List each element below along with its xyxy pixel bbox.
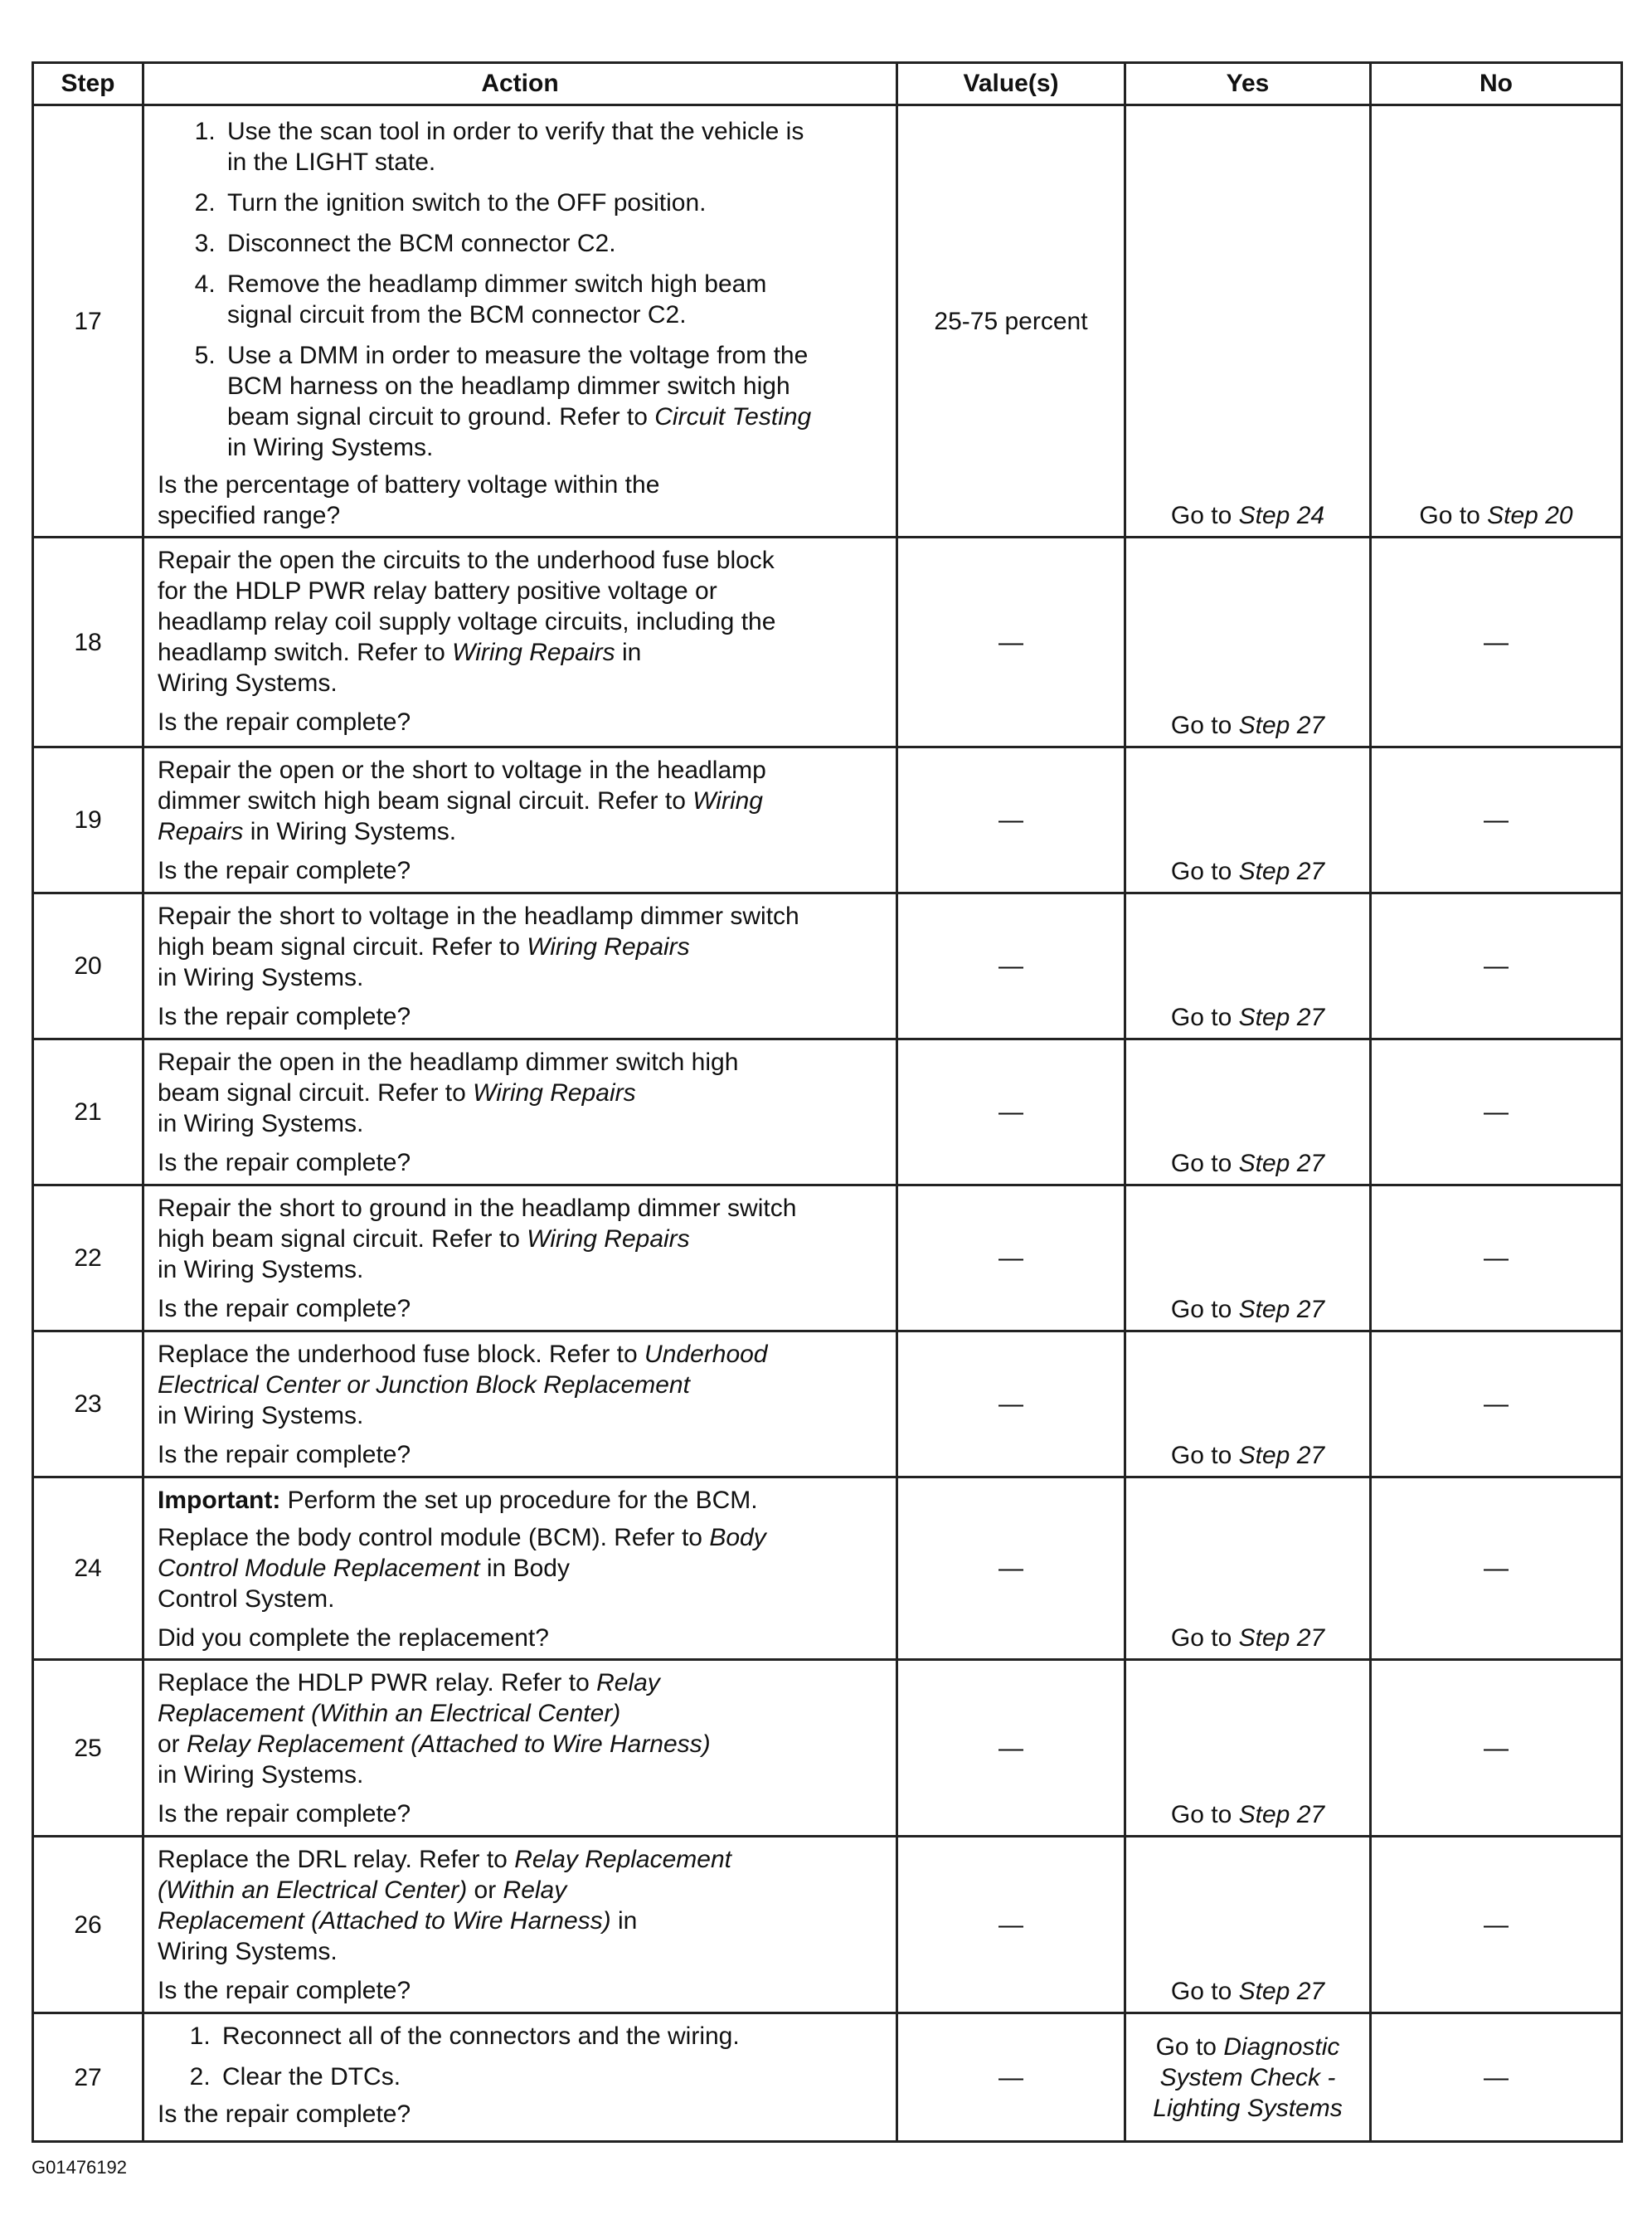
figure-id: G01476192 xyxy=(32,2157,127,2178)
value-cell: — xyxy=(897,1837,1125,2013)
list-item: 4. Remove the headlamp dimmer switch high beam signal circuit from the BCM connector C2. xyxy=(222,269,884,330)
step-number: 17 xyxy=(33,105,143,538)
header-step: Step xyxy=(33,63,143,105)
goto-step-link[interactable]: Step 27 xyxy=(1238,1296,1325,1323)
table-row-step-27 xyxy=(33,2013,1622,2142)
question-text: Is the repair complete? xyxy=(158,1441,411,1468)
action-cell: Repair the open the circuits to the underhood fuse block for the HDLP PWR relay battery positive voltage or headlamp relay coil supply voltage circuits, including the headlamp switch. Refer to Wiring Repairs in Wiring Systems. Is the repair complete? xyxy=(143,538,897,747)
yes-cell: Go to Step 27 xyxy=(1125,1039,1371,1185)
reference-link[interactable]: Relay Replacement (Attached to Wire Harness) xyxy=(187,1730,711,1758)
reference-link[interactable]: Wiring Repairs xyxy=(473,1079,636,1107)
reference-link[interactable]: Body xyxy=(709,1524,766,1551)
list-item: 2. Turn the ignition switch to the OFF position. xyxy=(222,187,884,218)
value-cell: — xyxy=(897,1477,1125,1660)
action-cell: Important: Perform the set up procedure for the BCM. Replace the body control module (BCM). Refer to Body Control Module Replacement in Body Control System. Did you complete the replacement? xyxy=(143,1477,897,1660)
goto-step-link[interactable]: Step 27 xyxy=(1238,1624,1325,1652)
diagnostic-table-document xyxy=(32,61,1620,2143)
value-cell: — xyxy=(897,1185,1125,1331)
action-cell: Replace the underhood fuse block. Refer to Underhood Electrical Center or Junction Block Replacement in Wiring Systems. Is the repair complete? xyxy=(143,1331,897,1477)
yes-cell: Go to Step 27 xyxy=(1125,1837,1371,2013)
goto-diagnostic-link[interactable]: Diagnostic xyxy=(1223,2032,1340,2061)
action-cell: Replace the DRL relay. Refer to Relay Replacement (Within an Electrical Center) or Relay Replacement (Attached to Wire Harness) in Wiring Systems. Is the repair complete? xyxy=(143,1837,897,2013)
header-no: No xyxy=(1371,63,1622,105)
reference-link[interactable]: Replacement (Within an Electrical Center) xyxy=(158,1700,621,1727)
list-item: 1. Use the scan tool in order to verify that the vehicle is in the LIGHT state. xyxy=(222,116,884,178)
yes-cell: Go to Step 27 xyxy=(1125,538,1371,747)
goto-step-link[interactable]: Step 27 xyxy=(1238,1801,1325,1828)
table-row-step-19 xyxy=(33,747,1622,893)
table-row-step-20 xyxy=(33,893,1622,1039)
list-item: 2. Clear the DTCs. xyxy=(217,2061,884,2092)
goto-step-link[interactable]: Step 27 xyxy=(1238,1150,1325,1177)
action-cell xyxy=(143,2013,897,2142)
header-action: Action xyxy=(143,63,897,105)
step-number: 23 xyxy=(33,1331,143,1477)
no-cell: — xyxy=(1371,1477,1622,1660)
table-header-row xyxy=(33,63,1622,105)
reference-link[interactable]: Relay Replacement xyxy=(514,1846,731,1873)
action-list xyxy=(158,2021,884,2092)
yes-cell: Go to Step 27 xyxy=(1125,1331,1371,1477)
reference-link[interactable]: Wiring Repairs xyxy=(452,639,615,666)
step-number: 18 xyxy=(33,538,143,747)
reference-link[interactable]: Electrical Center or Junction Block Replacement xyxy=(158,1371,690,1399)
step-number: 21 xyxy=(33,1039,143,1185)
goto-step-link[interactable]: Step 27 xyxy=(1238,712,1325,739)
reference-link[interactable]: Wiring Repairs xyxy=(527,933,690,961)
step-number: 24 xyxy=(33,1477,143,1660)
reference-link[interactable]: Repairs xyxy=(158,818,244,845)
question-text: Did you complete the replacement? xyxy=(158,1624,549,1652)
action-cell: Repair the open in the headlamp dimmer switch high beam signal circuit. Refer to Wiring Repairs in Wiring Systems. Is the repair complete? xyxy=(143,1039,897,1185)
goto-diagnostic-link[interactable]: System Check - xyxy=(1159,2063,1336,2091)
question-text: Is the repair complete? xyxy=(158,1800,411,1828)
yes-cell: Go to Step 27 xyxy=(1125,1660,1371,1837)
reference-link[interactable]: Wiring xyxy=(692,787,763,815)
question-text: Is the repair complete? xyxy=(158,1977,411,2004)
reference-link[interactable]: Underhood xyxy=(644,1341,768,1368)
question-text: Is the repair complete? xyxy=(158,2100,411,2128)
yes-cell: Go to Step 27 xyxy=(1125,1185,1371,1331)
table-row-step-21 xyxy=(33,1039,1622,1185)
no-cell: — xyxy=(1371,747,1622,893)
goto-step-link[interactable]: Step 27 xyxy=(1238,1004,1325,1031)
yes-cell: Go to Step 27 xyxy=(1125,747,1371,893)
table-row-step-23 xyxy=(33,1331,1622,1477)
value-cell: — xyxy=(897,747,1125,893)
question-text: Is the repair complete? xyxy=(158,857,411,884)
goto-diagnostic-link[interactable]: Lighting Systems xyxy=(1153,2094,1343,2122)
important-note: Important: Perform the set up procedure for the BCM. xyxy=(158,1487,758,1514)
no-cell: — xyxy=(1371,1039,1622,1185)
value-cell: — xyxy=(897,893,1125,1039)
question-text: Is the repair complete? xyxy=(158,708,411,736)
value-cell: — xyxy=(897,538,1125,747)
reference-link[interactable]: Relay xyxy=(596,1669,660,1696)
question-text: Is the repair complete? xyxy=(158,1295,411,1322)
reference-link[interactable]: Circuit Testing xyxy=(654,403,812,431)
table-row-step-24 xyxy=(33,1477,1622,1660)
yes-cell: Go to Diagnostic System Check - Lighting Systems xyxy=(1125,2013,1371,2142)
step-number: 25 xyxy=(33,1660,143,1837)
action-cell: Replace the HDLP PWR relay. Refer to Relay Replacement (Within an Electrical Center) or Relay Replacement (Attached to Wire Harness) in Wiring Systems. Is the repair complete? xyxy=(143,1660,897,1837)
goto-step-link[interactable]: Step 20 xyxy=(1487,502,1573,529)
reference-link[interactable]: Relay xyxy=(503,1876,567,1904)
table-row-step-25 xyxy=(33,1660,1622,1837)
question-text: Is the repair complete? xyxy=(158,1149,411,1176)
yes-cell: Go to Step 27 xyxy=(1125,1477,1371,1660)
step-number: 22 xyxy=(33,1185,143,1331)
step-number: 20 xyxy=(33,893,143,1039)
value-cell: — xyxy=(897,1331,1125,1477)
action-list xyxy=(158,116,884,463)
no-cell: — xyxy=(1371,1837,1622,2013)
value-cell: — xyxy=(897,1039,1125,1185)
goto-step-link[interactable]: Step 24 xyxy=(1238,502,1325,529)
list-item: 3. Disconnect the BCM connector C2. xyxy=(222,228,884,259)
table-row-step-22 xyxy=(33,1185,1622,1331)
action-cell: Repair the short to voltage in the headlamp dimmer switch high beam signal circuit. Refer to Wiring Repairs in Wiring Systems. Is the repair complete? xyxy=(143,893,897,1039)
step-number: 27 xyxy=(33,2013,143,2142)
reference-link[interactable]: (Within an Electrical Center) xyxy=(158,1876,468,1904)
goto-step-link[interactable]: Step 27 xyxy=(1238,1442,1325,1469)
value-cell: 25-75 percent xyxy=(897,105,1125,538)
table-row-step-26 xyxy=(33,1837,1622,2013)
no-cell: — xyxy=(1371,1185,1622,1331)
action-cell xyxy=(143,105,897,538)
reference-link[interactable]: Replacement (Attached to Wire Harness) xyxy=(158,1907,611,1935)
header-values: Value(s) xyxy=(897,63,1125,105)
no-cell: — xyxy=(1371,893,1622,1039)
question-text: Is the repair complete? xyxy=(158,1003,411,1030)
no-cell: — xyxy=(1371,538,1622,747)
value-cell: — xyxy=(897,1660,1125,1837)
no-cell: Go to Step 20 xyxy=(1371,105,1622,538)
header-yes: Yes xyxy=(1125,63,1371,105)
yes-cell: Go to Step 24 xyxy=(1125,105,1371,538)
value-cell: — xyxy=(897,2013,1125,2142)
reference-link[interactable]: Control Module Replacement xyxy=(158,1555,480,1582)
no-cell: — xyxy=(1371,1331,1622,1477)
question-text: Is the percentage of battery voltage within the specified range? xyxy=(158,471,660,529)
yes-cell: Go to Step 27 xyxy=(1125,893,1371,1039)
no-cell: — xyxy=(1371,2013,1622,2142)
table-row-step-18 xyxy=(33,538,1622,747)
step-number: 19 xyxy=(33,747,143,893)
table-row-step-17 xyxy=(33,105,1622,538)
goto-step-link[interactable]: Step 27 xyxy=(1238,1978,1325,2005)
diagnostic-steps-table xyxy=(32,61,1623,2143)
list-item: 5. Use a DMM in order to measure the voltage from the BCM harness on the headlamp dimmer switch high beam signal circuit to ground. Refer to Circuit Testing in Wiring Systems. xyxy=(222,340,884,463)
action-cell: Repair the short to ground in the headlamp dimmer switch high beam signal circuit. Refer to Wiring Repairs in Wiring Systems. Is the repair complete? xyxy=(143,1185,897,1331)
no-cell: — xyxy=(1371,1660,1622,1837)
step-number: 26 xyxy=(33,1837,143,2013)
reference-link[interactable]: Wiring Repairs xyxy=(527,1225,690,1253)
list-item: 1. Reconnect all of the connectors and the wiring. xyxy=(217,2021,884,2052)
goto-step-link[interactable]: Step 27 xyxy=(1238,858,1325,885)
action-cell: Repair the open or the short to voltage in the headlamp dimmer switch high beam signal circuit. Refer to Wiring Repairs in Wiring Systems. Is the repair complete? xyxy=(143,747,897,893)
